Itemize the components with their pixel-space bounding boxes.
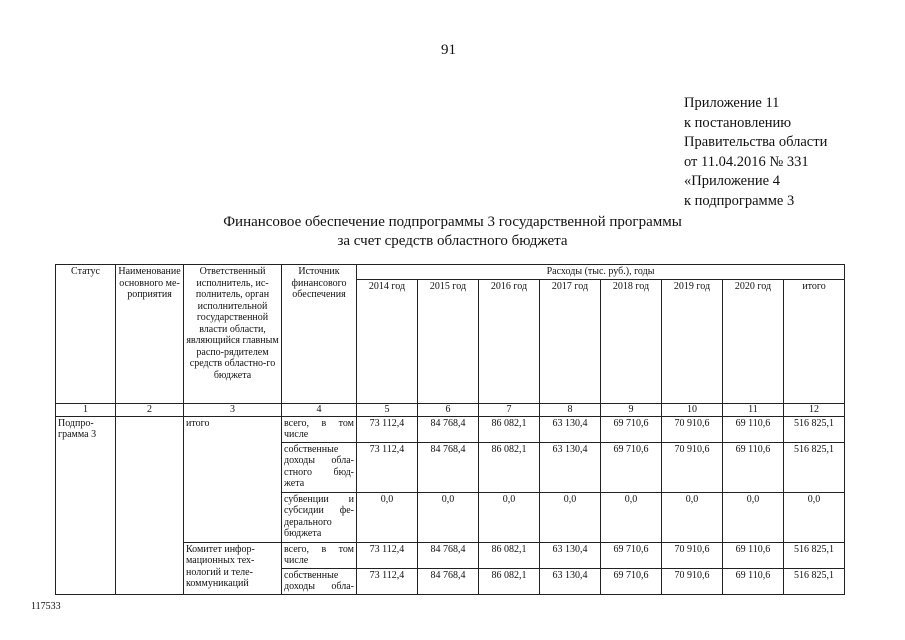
value-cell: 0,0 xyxy=(601,492,662,542)
value-cell: 86 082,1 xyxy=(479,442,540,492)
value-cell: 84 768,4 xyxy=(418,568,479,594)
source-cell: всего, в том числе xyxy=(282,416,357,442)
value-cell: 69 110,6 xyxy=(723,542,784,568)
appendix-line: от 11.04.2016 № 331 xyxy=(684,153,809,170)
value-cell: 516 825,1 xyxy=(784,416,845,442)
value-cell: 69 110,6 xyxy=(723,568,784,594)
value-cell: 84 768,4 xyxy=(418,416,479,442)
header-measure-name: Наименование основного ме-роприятия xyxy=(116,265,184,404)
value-cell: 73 112,4 xyxy=(357,416,418,442)
column-number: 4 xyxy=(282,403,357,416)
source-cell: субвенции и субсидии фе-дерального бюджета xyxy=(282,492,357,542)
executor-cell: итого xyxy=(184,416,282,542)
table-row xyxy=(56,416,845,442)
appendix-line: «Приложение 4 xyxy=(684,173,780,189)
column-number-row xyxy=(56,403,845,416)
value-cell: 69 110,6 xyxy=(723,416,784,442)
column-number: 10 xyxy=(662,403,723,416)
value-cell: 63 130,4 xyxy=(540,568,601,594)
value-cell: 70 910,6 xyxy=(662,416,723,442)
value-cell: 63 130,4 xyxy=(540,416,601,442)
source-cell: собственные доходы обла-стного бюд-жета xyxy=(282,442,357,492)
appendix-line: Правительства области xyxy=(684,134,828,150)
header-total: итого xyxy=(784,279,845,403)
column-number: 6 xyxy=(418,403,479,416)
value-cell: 63 130,4 xyxy=(540,542,601,568)
header-year: 2020 год xyxy=(723,279,784,403)
header-expenses: Расходы (тыс. руб.), годы xyxy=(357,265,845,280)
status-cell: Подпро-грамма 3 xyxy=(56,416,116,594)
value-cell: 0,0 xyxy=(662,492,723,542)
value-cell: 69 710,6 xyxy=(601,542,662,568)
header-year: 2019 год xyxy=(662,279,723,403)
value-cell: 0,0 xyxy=(479,492,540,542)
value-cell: 86 082,1 xyxy=(479,568,540,594)
title-line: за счет средств областного бюджета xyxy=(337,233,568,249)
header-source: Источник финансового обеспечения xyxy=(282,265,357,404)
executor-cell: Комитет инфор-мационных тех-нологий и теле-коммуникаций xyxy=(184,542,282,594)
column-number: 9 xyxy=(601,403,662,416)
value-cell: 0,0 xyxy=(540,492,601,542)
column-number: 3 xyxy=(184,403,282,416)
value-cell: 69 710,6 xyxy=(601,416,662,442)
page-number: 91 xyxy=(441,42,456,58)
column-number: 11 xyxy=(723,403,784,416)
column-number: 2 xyxy=(116,403,184,416)
appendix-header xyxy=(684,94,827,211)
financing-table xyxy=(55,264,845,595)
value-cell: 0,0 xyxy=(784,492,845,542)
column-number: 8 xyxy=(540,403,601,416)
value-cell: 73 112,4 xyxy=(357,442,418,492)
header-year: 2016 год xyxy=(479,279,540,403)
value-cell: 516 825,1 xyxy=(784,442,845,492)
value-cell: 69 710,6 xyxy=(601,568,662,594)
value-cell: 70 910,6 xyxy=(662,542,723,568)
value-cell: 0,0 xyxy=(723,492,784,542)
value-cell: 84 768,4 xyxy=(418,442,479,492)
header-year: 2017 год xyxy=(540,279,601,403)
appendix-line: к постановлению xyxy=(684,114,792,131)
value-cell: 69 110,6 xyxy=(723,442,784,492)
value-cell: 516 825,1 xyxy=(784,542,845,568)
source-cell: всего, в том числе xyxy=(282,542,357,568)
appendix-line: Приложение 11 xyxy=(684,95,780,111)
value-cell: 70 910,6 xyxy=(662,568,723,594)
measure-name-cell xyxy=(116,416,184,594)
value-cell: 0,0 xyxy=(418,492,479,542)
header-executor: Ответственный исполнитель, ис-полнитель, орган исполнительной государственной власти области, являющийся главным распо-рядителем средств областно-го бюджета xyxy=(184,265,282,404)
value-cell: 63 130,4 xyxy=(540,442,601,492)
source-cell: собственные доходы обла- xyxy=(282,568,357,594)
title-line: Финансовое обеспечение подпрограммы 3 государственной программы xyxy=(223,214,682,230)
column-number: 1 xyxy=(56,403,116,416)
column-number: 5 xyxy=(357,403,418,416)
header-year: 2015 год xyxy=(418,279,479,403)
header-year: 2014 год xyxy=(357,279,418,403)
header-year: 2018 год xyxy=(601,279,662,403)
value-cell: 84 768,4 xyxy=(418,542,479,568)
value-cell: 516 825,1 xyxy=(784,568,845,594)
document-title xyxy=(0,213,905,251)
column-number: 7 xyxy=(479,403,540,416)
value-cell: 73 112,4 xyxy=(357,568,418,594)
value-cell: 70 910,6 xyxy=(662,442,723,492)
value-cell: 69 710,6 xyxy=(601,442,662,492)
column-number: 12 xyxy=(784,403,845,416)
value-cell: 0,0 xyxy=(357,492,418,542)
value-cell: 73 112,4 xyxy=(357,542,418,568)
header-status: Статус xyxy=(56,265,116,404)
appendix-line: к подпрограмме 3 xyxy=(684,192,795,209)
value-cell: 86 082,1 xyxy=(479,416,540,442)
value-cell: 86 082,1 xyxy=(479,542,540,568)
document-code: 117533 xyxy=(31,601,61,612)
